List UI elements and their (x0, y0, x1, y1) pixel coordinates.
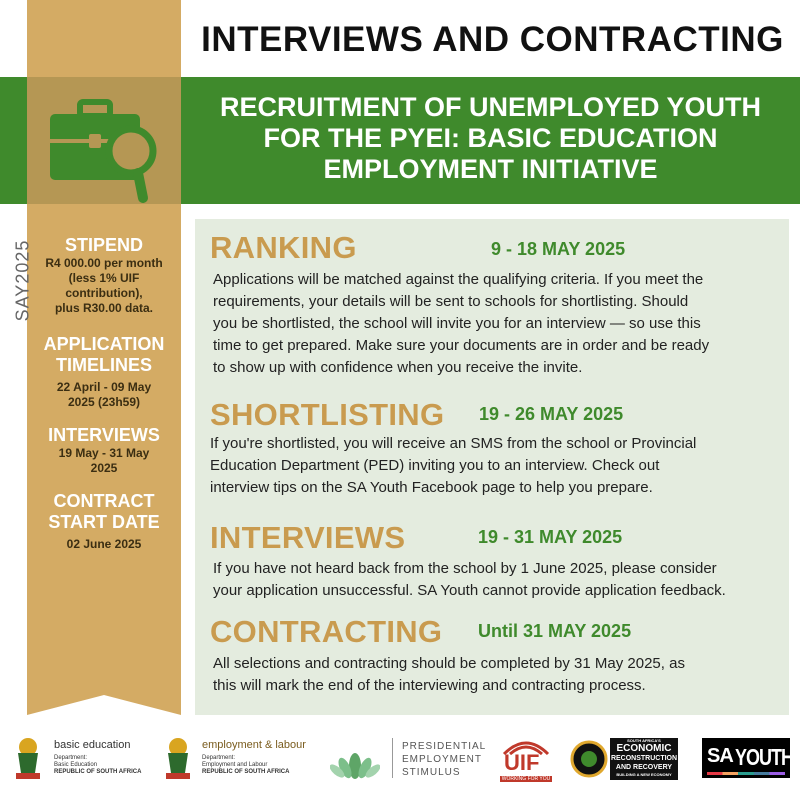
contracting-text: All selections and contracting should be completed by 31 May 2025, as this will mark the end of the interviewing and contracting process. (213, 655, 685, 694)
sa-youth-logo (702, 738, 793, 778)
basic-education-name: basic education (54, 739, 131, 751)
interviews-date: 19 - 31 MAY 2025 (478, 527, 623, 547)
uif-logo (500, 736, 552, 786)
ranking-date: 9 - 18 MAY 2025 (491, 239, 626, 259)
ribbon-notch (27, 695, 181, 715)
sidebar-info (27, 235, 181, 552)
application-text: 22 April - 09 May 2025 (23h59) (56, 380, 152, 409)
contracting-date: Until 31 MAY 2025 (478, 621, 632, 641)
sa-youth-youth: YOUTH (735, 744, 793, 770)
footer-logos (0, 728, 800, 800)
page-title: INTERVIEWS AND CONTRACTING (201, 20, 784, 59)
interviews-text: If you have not heard back from the school by 1 June 2025, please consider your application unsuccessful. SA Youth cannot provide application feedback. (213, 560, 726, 599)
stimulus-text: PRESIDENTIAL EMPLOYMENT STIMULUS (402, 741, 487, 778)
lotus-icon (330, 740, 380, 780)
shortlisting-text: If you're shortlisted, you will receive an SMS from the school or Provincial Education Department (PED) inviting you to an interview. Check out interview tips on the SA Youth Facebook page to help you prepare. (210, 435, 697, 496)
coat-of-arms-icon (8, 733, 48, 781)
contract-heading: CONTRACT START DATE (48, 491, 160, 532)
interviews-text: 19 May - 31 May 2025 (58, 446, 150, 475)
application-heading: APPLICATION TIMELINES (43, 334, 165, 375)
stipend-heading: STIPEND (64, 235, 143, 255)
icon-box (27, 77, 181, 204)
err-logo (570, 736, 678, 786)
employment-labour-dept: Department: Employment and Labour REPUBLIC OF SOUTH AFRICA (202, 755, 290, 775)
ranking-title: RANKING (210, 230, 357, 265)
shortlisting-title: SHORTLISTING (210, 397, 445, 432)
contract-text: 02 June 2025 (66, 537, 142, 551)
stipend-text: R4 000.00 per month (less 1% UIF contribution), plus R30.00 data. (45, 256, 163, 315)
presidential-stimulus-logo (330, 736, 490, 786)
page-subtitle: RECRUITMENT OF UNEMPLOYED YOUTH FOR THE PYEI: BASIC EDUCATION EMPLOYMENT INITIATIVE (219, 92, 761, 184)
basic-education-dept: Department: Basic Education REPUBLIC OF SOUTH AFRICA (54, 755, 142, 775)
err-emblem-icon (570, 740, 608, 778)
contracting-title: CONTRACTING (210, 614, 443, 649)
basic-education-logo (8, 733, 148, 785)
vertical-tag: SAY2025 (12, 239, 33, 322)
uif-tagline: WORKING FOR YOU (501, 776, 551, 782)
employment-labour-name: employment & labour (202, 739, 306, 751)
sa-youth-stripe (707, 772, 785, 775)
uif-name: UIF (504, 750, 540, 775)
shortlisting-date: 19 - 26 MAY 2025 (479, 404, 624, 424)
err-text: SOUTH AFRICA'S ECONOMIC RECONSTRUCTION AND RECOVERY BUILDING A NEW ECONOMY (610, 738, 678, 780)
interviews-title: INTERVIEWS (210, 520, 406, 555)
ranking-text: Applications will be matched against the qualifying criteria. If you meet the requirements, your details will be sent to schools for shortlisting. Should you be shortlisted, the school will invite you for an interview — so use this time to get prepared. Make sure your documents are in order and be ready to show up with confidence when you receive the invite. (213, 271, 710, 376)
sa-youth-sa: SA (707, 745, 733, 767)
employment-labour-logo (158, 733, 318, 785)
interviews-heading: INTERVIEWS (48, 425, 160, 445)
briefcase-search-icon (27, 77, 181, 204)
coat-of-arms-icon (158, 733, 198, 781)
